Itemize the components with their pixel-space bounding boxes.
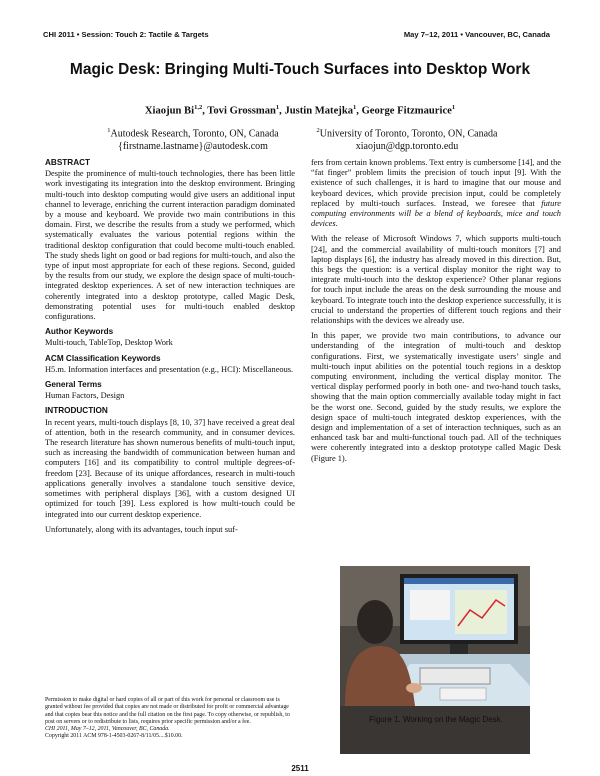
intro-paragraph: In recent years, multi-touch displays [8, 10, 37] have received a great deal of attention, both in the research community, and in consumer devices. The research literature has shown numerous benefits of multi-touch input, such as increasing the bandwidth of communication between human and computers [16] and its compatibility to control multiple degrees-of-freedom [23]. Because of its unique affordances, research in multi-touch applications generally involves a standalone touch sensitive device, sometimes with peripheral displays [36], with a custom designed UI optimized for touch [39]. Less explored is how multi-touch could be integrated into our current desktop experience. bbox=[45, 417, 295, 519]
terms-heading: General Terms bbox=[45, 380, 102, 390]
introduction-heading: INTRODUCTION bbox=[45, 406, 108, 416]
affiliation-right: $^2$University of Toronto, Toronto, ON, Canada xiaojun@dgp.toronto.edu bbox=[282, 125, 532, 153]
page-number: 2511 bbox=[291, 764, 309, 773]
keywords-heading: Author Keywords bbox=[45, 327, 114, 337]
running-header-left: CHI 2011 • Session: Touch 2: Tactile & Targets bbox=[43, 30, 209, 39]
abstract-heading: ABSTRACT bbox=[45, 158, 91, 167]
body-paragraph: fers from certain known problems. Text entry is cumbersome [14], and the “fat finger” problem limits the precision of touch input [9]. With the existence of such challenges, it is hard to imagine that our mouse and keyboard devices, which provide precision input, could be completely replaced by multi-touch surfaces. Instead, we foresee that future computing environments will be a blend of keyboards, mice and touch devices. bbox=[311, 158, 561, 229]
left-column bbox=[45, 158, 295, 540]
affiliation-left: $^1$Autodesk Research, Toronto, ON, Canada {firstname.lastname}@autodesk.com bbox=[68, 125, 318, 153]
author-name: Xiaojun Bi bbox=[144, 105, 195, 117]
author-list: Xiaojun Bi$^{1,2}$, Tovi Grossman$^1$, Justin Matejka$^1$, George Fitzmaurice$^1$ bbox=[144, 104, 456, 117]
body-paragraph: In this paper, we provide two main contributions, to advance our understanding of the integration of multi-touch and desktop configurations. First, we systematically investigate users’ single and multi-touch input abilities on the potential touch regions in a desktop computing environment, including the vertical display monitor. The vertical display performed poorly in both one- and two-hand touch tasks, showing that the main option commercially available today might in fact be the worst one. Second, guided by the study results, we explore the design space of multi-touch integrated desktop experiences, with the design and implementation of a set of interaction techniques, such as an enhanced task bar and multi-functional touch pad. All of the techniques were coherently integrated into a desktop prototype called Magic Desk (Figure 1). bbox=[311, 331, 561, 463]
intro-paragraph: Unfortunately, along with its advantages, touch input suf- bbox=[45, 524, 238, 534]
right-column bbox=[311, 158, 561, 469]
body-paragraph: With the release of Microsoft Windows 7, which supports multi-touch [24], and the commercial availability of multi-touch monitors [7] and laptop displays [6], the industry has already moved in this direction. But, this begs the question: is a vertical display monitor the right way to integrate multi-touch into the desktop experience? Other planar regions for touch input include the areas on the desk surrounding the mouse and keyboard. To integrate touch into the desktop experience successfully, it is crucial to understand the properties of different touch regions and their relationships with the devices we already use. bbox=[311, 234, 561, 326]
author-name: George Fitzmaurice bbox=[361, 105, 452, 117]
figure-photo bbox=[340, 566, 530, 754]
figure-caption: Figure 1. Working on the Magic Desk. bbox=[369, 715, 503, 724]
venue-text: CHI 2011, May 7–12, 2011, Vancouver, BC, Canada. bbox=[45, 726, 170, 733]
paper-title: Magic Desk: Bringing Multi-Touch Surfaces into Desktop Work bbox=[69, 61, 531, 78]
acm-heading: ACM Classification Keywords bbox=[45, 353, 161, 363]
acm-text: H5.m. Information interfaces and presentation (e.g., HCI): Miscellaneous. bbox=[45, 364, 294, 374]
magic-desk-photo bbox=[340, 566, 530, 706]
copyright-text: Copyright 2011 ACM 978-1-4503-0267-8/11/05....$10.00. bbox=[45, 733, 183, 740]
affiliation-email: {firstname.lastname}@autodesk.com bbox=[118, 140, 268, 152]
affiliation-email: xiaojun@dgp.toronto.edu bbox=[355, 140, 459, 152]
terms-text: Human Factors, Design bbox=[45, 391, 125, 401]
author-name: Justin Matejka bbox=[284, 105, 354, 117]
keywords-text: Multi-touch, TableTop, Desktop Work bbox=[45, 338, 173, 348]
author-name: Tovi Grossman bbox=[207, 105, 276, 117]
abstract-text: Despite the prominence of multi-touch technologies, there has been little work investigating its integration into the desktop environment. Bringing multi-touch into desktop computing would give users an additional input channel to leverage, enriching the current interaction paradigm dominated by a mouse and keyboard. We provide two main contributions in this domain. First, we describe the results from a study we performed, which systematically evaluates the various potential regions within the traditional desktop configuration that could become multi-touch enabled. The study sheds light on good or bad regions for multi-touch, and also the type of input most appropriate for each of these regions. Second, guided by the results from our study, we explore the design space of multi-touch-integrated desktop experiences. A set of new interaction techniques are coherently integrated into a desktop prototype, called Magic Desk, demonstrating potential uses for multi-touch enabled desktop configurations. bbox=[45, 169, 295, 322]
running-header-right: May 7–12, 2011 • Vancouver, BC, Canada bbox=[403, 30, 550, 39]
permission-notice bbox=[45, 697, 295, 741]
permission-text: Permission to make digital or hard copies of all or part of this work for personal or classroom use is granted without fee provided that copies are not made or distributed for profit or commercial advantage and that copies bear this notice and the full citation on the first page. To copy otherwise, or republish, to post on servers or to redistribute to lists, requires prior specific permission and/or a fee. bbox=[45, 697, 290, 725]
